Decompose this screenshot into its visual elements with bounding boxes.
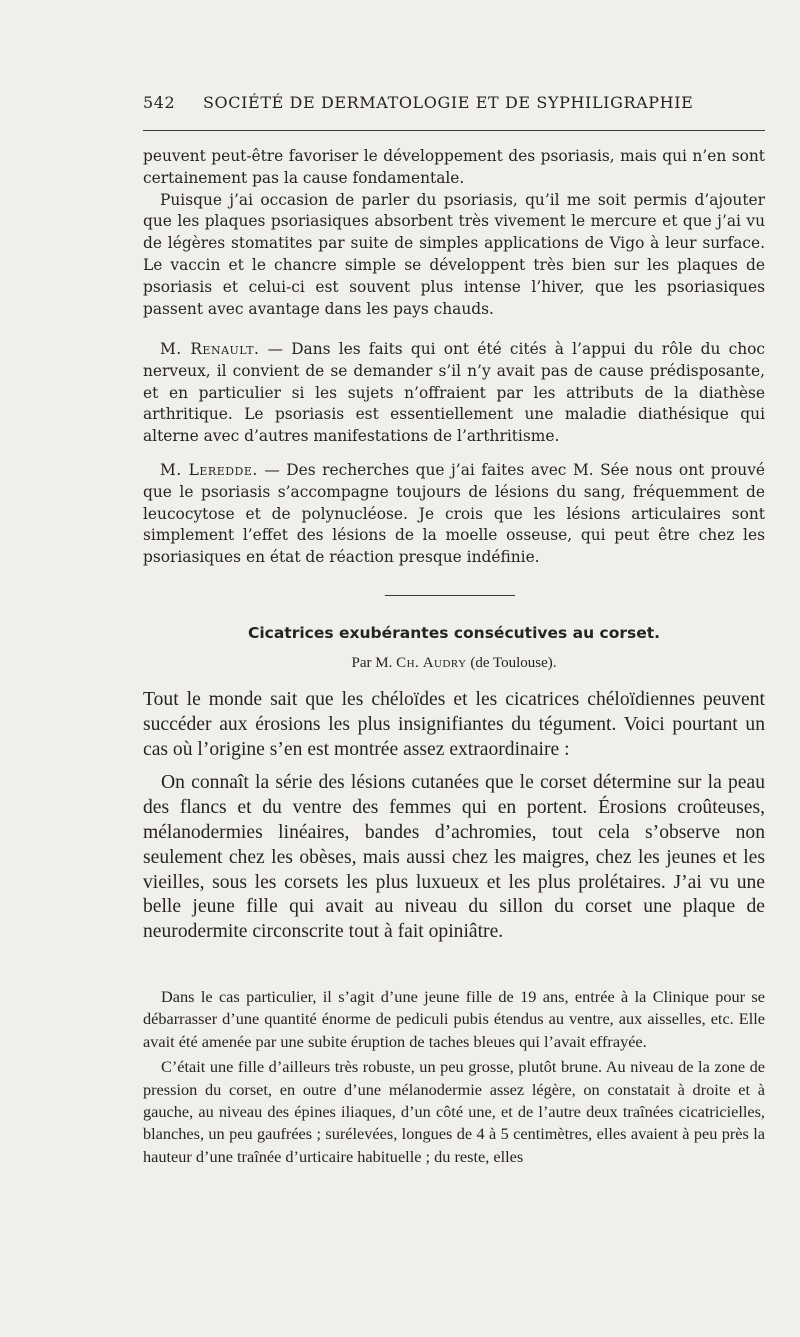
case-paragraph-2: C’était une fille d’ailleurs très robuste, un peu grosse, plutôt brune. Au niveau de la zone de pression du corset, en outre d’une mélanodermie assez légère, on constatait à droite et à gauche, au niveau des épines iliaques, d’un côté une, et de l’autre deux traînées cicatricielles, blanches, un peu gaufrées ; surélevées, longues de 4 à 5 centimètres, elles avaient à peu près la hauteur d’une traînée d’urticaire habituelle ; du reste, elles: [143, 1057, 765, 1166]
byline-suffix: (de Toulouse).: [466, 655, 557, 671]
leredde-text: — Des recherches que j’ai faites avec M. Sée nous ont prouvé que le psoriasis s’accompagne toujours de lésions du sang, fréquemment de leucocytose et de polynucléose. Je crois que les lésions articulaires sont simplement l’effet des lésions de la moelle osseuse, qui peut être chez les psoriasiques en état de réaction presque indéfinie.: [143, 461, 766, 567]
speaker-renault: M. Renault.: [160, 340, 260, 358]
running-title: SOCIÉTÉ DE DERMATOLOGIE ET DE SYPHILIGRAPHIE: [203, 93, 694, 112]
leredde-remark: [143, 460, 765, 569]
article-byline: [143, 655, 765, 672]
case-report: [143, 986, 765, 1168]
article-introduction: [143, 688, 765, 945]
article-title: Cicatrices exubérantes consécutives au corset.: [247, 624, 661, 642]
speaker-leredde: M. Leredde.: [160, 461, 258, 479]
continuation-paragraph: peuvent peut-être favoriser le développement des psoriasis, mais qui n’en sont certainement pas la cause fondamentale.: [143, 147, 765, 187]
intro-paragraph-2: On connaît la série des lésions cutanées que le corset détermine sur la peau des flancs et du ventre des femmes qui en portent. Érosions croûteuses, mélanodermies linéaires, bandes d’achromies, tout cela s’observe non seulement chez les obèses, mais aussi chez les maigres, chez les jeunes et les vieilles, sous les corsets les plus luxueux et les plus prolétaires. J’ai vu une belle jeune fille qui avait au niveau du sillon du corset une plaque de neurodermite circonscrite tout à fait opiniâtre.: [143, 772, 765, 943]
header-rule: [143, 130, 765, 131]
case-paragraph-1: Dans le cas particulier, il s’agit d’une jeune fille de 19 ans, entrée à la Clinique pour se débarrasser d’une quantité énorme de pediculi pubis étendus au ventre, aux aisselles, etc. Elle avait été amenée par une subite éruption de taches bleues qui l’avait effrayée.: [143, 987, 765, 1051]
intro-paragraph-1: Tout le monde sait que les chéloïdes et les cicatrices chéloïdiennes peuvent succéder aux érosions les plus insignifiantes du tégument. Voici pourtant un cas où l’origine s’en est montrée assez extraordinaire :: [143, 689, 765, 760]
previous-discussion: [143, 146, 765, 320]
author-name: Ch. Audry: [396, 655, 467, 671]
renault-remark: [143, 339, 765, 448]
renault-text: — Dans les faits qui ont été cités à l’appui du rôle du choc nerveux, il convient de se demander s’il n’y avait pas de cause prédisposante, et en particulier si les sujets n’offraient par les attributs de la diathèse arthritique. Le psoriasis est essentiellement une maladie diathésique qui alterne avec d’autres manifestations de l’arthritisme.: [143, 340, 765, 446]
page-number: 542: [143, 93, 176, 112]
discussion-paragraph: Puisque j’ai occasion de parler du psoriasis, qu’il me soit permis d’ajouter que les plaques psoriasiques absorbent très vivement le mercure et que j’ai vu de légères stomatites par suite de simples applications de Vigo à leur surface. Le vaccin et le chancre simple se développent très bien sur les plaques de psoriasis et celui-ci est souvent plus intense l’hiver, que les psoriasiques passent avec avantage dans les pays chauds.: [143, 190, 765, 318]
section-separator: [385, 595, 515, 596]
byline-prefix: Par M.: [351, 655, 397, 671]
